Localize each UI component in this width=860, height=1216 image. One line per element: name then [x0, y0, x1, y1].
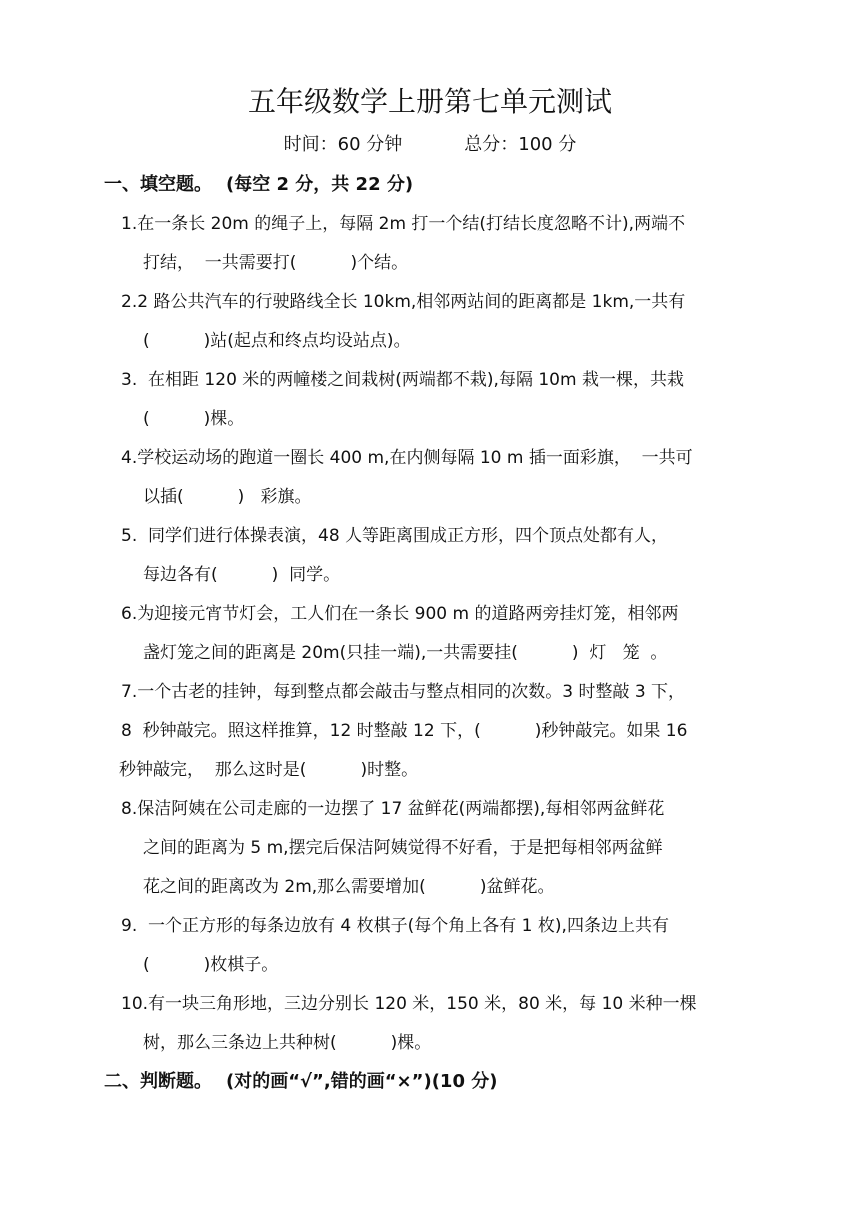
question-3 — [121, 361, 761, 439]
question-4 — [121, 439, 761, 517]
section-title: 二、判断题。 — [104, 1071, 212, 1092]
question-line: 秒钟敲完， 那么这时是( )时整。 — [119, 760, 419, 780]
section-true-false-heading — [104, 1069, 497, 1095]
section-scoring-note: (每空 2 分，共 22 分) — [226, 174, 414, 195]
question-9 — [121, 907, 761, 985]
question-6 — [121, 595, 761, 673]
section-fill-blank-heading — [104, 172, 413, 198]
page-title: 五年级数学上册第七单元测试 — [247, 85, 612, 118]
question-line: 打结， 一共需要打( )个结。 — [143, 253, 409, 273]
question-line: 1.在一条长 20m 的绳子上，每隔 2m 打一个结(打结长度忽略不计),两端不 — [121, 214, 686, 234]
question-line: ( )枚棋子。 — [143, 955, 279, 975]
question-line: 5. 同学们进行体操表演，48 人等距离围成正方形，四个顶点处都有人， — [121, 526, 669, 546]
question-line: 6.为迎接元宵节灯会，工人们在一条长 900 m 的道路两旁挂灯笼，相邻两 — [121, 604, 679, 624]
question-line: 3. 在相距 120 米的两幢楼之间栽树(两端都不栽),每隔 10m 栽一棵，共栽 — [121, 370, 684, 390]
question-line: 4.学校运动场的跑道一圈长 400 m,在内侧每隔 10 m 插一面彩旗， 一共可 — [121, 448, 693, 468]
question-line: 盏灯笼之间的距离是 20m(只挂一端),一共需要挂( ) 灯 笼 。 — [143, 643, 668, 663]
question-line: 每边各有( ) 同学。 — [143, 565, 341, 585]
question-line: 2.2 路公共汽车的行驶路线全长 10km,相邻两站间的距离都是 1km,一共有 — [121, 292, 686, 312]
time-limit: 时间：60 分钟 — [283, 134, 403, 155]
question-7 — [121, 673, 761, 790]
question-line: 10.有一块三角形地，三边分别长 120 米，150 米，80 米，每 10 米种一棵 — [121, 994, 697, 1014]
question-line: 花之间的距离改为 2m,那么需要增加( )盆鲜花。 — [143, 877, 555, 897]
total-score: 总分：100 分 — [464, 134, 577, 155]
question-1 — [121, 205, 761, 283]
question-5 — [121, 517, 761, 595]
question-line: 以插( ) 彩旗。 — [143, 487, 312, 507]
question-10 — [121, 985, 761, 1063]
question-line: ( )棵。 — [143, 409, 245, 429]
section-title: 一、填空题。 — [104, 174, 212, 195]
question-line: 之间的距离为 5 m,摆完后保洁阿姨觉得不好看，于是把每相邻两盆鲜 — [143, 838, 663, 858]
question-line: 8.保洁阿姨在公司走廊的一边摆了 17 盆鲜花(两端都摆),每相邻两盆鲜花 — [121, 799, 665, 819]
question-line: 9. 一个正方形的每条边放有 4 枚棋子(每个角上各有 1 枚),四条边上共有 — [121, 916, 669, 936]
question-line: 8 秒钟敲完。照这样推算，12 时整敲 12 下，( )秒钟敲完。如果 16 — [121, 721, 688, 741]
exam-info — [0, 132, 860, 158]
question-line: ( )站(起点和终点均设站点)。 — [143, 331, 411, 351]
question-line: 7.一个古老的挂钟，每到整点都会敲击与整点相同的次数。3 时整敲 3 下， — [121, 682, 686, 702]
question-2 — [121, 283, 761, 361]
question-line: 树，那么三条边上共种树( )棵。 — [143, 1033, 432, 1053]
question-8 — [121, 790, 761, 907]
section-scoring-note: (对的画“√”,错的画“×”)(10 分) — [226, 1071, 498, 1092]
